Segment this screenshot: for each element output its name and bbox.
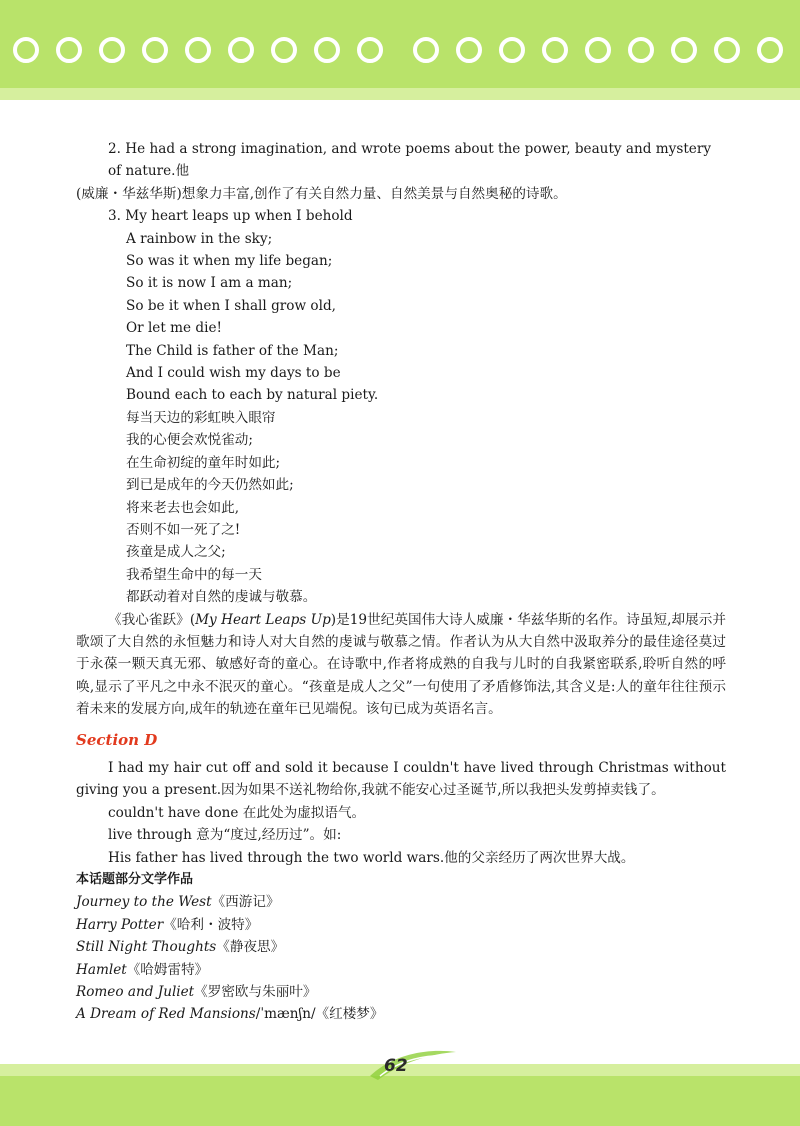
header-strip bbox=[0, 88, 800, 100]
work-title-en: Romeo and Juliet bbox=[76, 984, 195, 1001]
section-d-paragraph: I had my hair cut off and sold it because I couldn't have lived through Christmas without giving you a present.因为如果不送礼物给你,我就不能安心过圣诞节,所以我把头发剪掉卖钱了。 bbox=[76, 759, 726, 799]
poem-line-en: Bound each to each by natural piety. bbox=[126, 387, 379, 404]
works-item bbox=[76, 959, 726, 981]
decorative-circle-icon bbox=[99, 37, 125, 63]
poem-line-en: So was it when my life began; bbox=[126, 253, 333, 270]
decorative-circle-icon bbox=[56, 37, 82, 63]
work-title-en: Harry Potter bbox=[76, 916, 164, 933]
poem-english bbox=[76, 228, 726, 407]
poem-line-cn: 在生命初绽的童年时如此; bbox=[126, 454, 281, 471]
decorative-circle-icon bbox=[271, 37, 297, 63]
work-title-cn: 《罗密欧与朱丽叶》 bbox=[194, 984, 317, 1001]
poem-line-cn: 将来老去也会如此, bbox=[126, 499, 240, 516]
poem-line-cn: 否则不如一死了之! bbox=[126, 521, 241, 538]
poem-line-cn: 每当天边的彩虹映入眼帘 bbox=[126, 409, 276, 426]
decorative-circle-icon bbox=[585, 37, 611, 63]
commentary-title: My Heart Leaps Up bbox=[195, 611, 331, 628]
work-title-cn: 《哈利・波特》 bbox=[163, 916, 259, 933]
decorative-circle-icon bbox=[142, 37, 168, 63]
section-d-note-2: live through 意为“度过,经历过”。如: bbox=[108, 827, 342, 844]
decorative-circle-icon bbox=[314, 37, 340, 63]
work-title-cn: 《哈姆雷特》 bbox=[126, 961, 209, 978]
works-item bbox=[76, 981, 726, 1003]
poem-line-en: Or let me die! bbox=[126, 320, 222, 337]
work-title-cn: 《静夜思》 bbox=[216, 939, 285, 956]
poem-line-cn: 到已是成年的今天仍然如此; bbox=[126, 477, 294, 494]
decorative-circle-icon bbox=[13, 37, 39, 63]
work-title-en: A Dream of Red Mansions bbox=[76, 1006, 256, 1023]
work-title-cn: 《西游记》 bbox=[211, 894, 280, 911]
section-d-title: Section D bbox=[76, 730, 158, 749]
works-item bbox=[76, 936, 726, 958]
work-title-en: Journey to the West bbox=[76, 894, 212, 911]
decorative-circle-icon bbox=[499, 37, 525, 63]
works-item bbox=[76, 1003, 726, 1025]
work-title-en: Hamlet bbox=[76, 961, 127, 978]
note-item-2-translation: (威廉・华兹华斯)想象力丰富,创作了有关自然力量、自然美景与自然奥秘的诗歌。 bbox=[76, 185, 567, 202]
poem-line-en: And I could wish my days to be bbox=[126, 365, 341, 382]
poem-line-en: The Child is father of the Man; bbox=[126, 342, 339, 359]
note-item-2: 2. He had a strong imagination, and wrote poems about the power, beauty and mystery of nature.他 bbox=[108, 141, 712, 180]
decorative-circle-icon bbox=[542, 37, 568, 63]
poem-commentary bbox=[76, 609, 726, 721]
header-band bbox=[0, 0, 800, 100]
page-number: 62 bbox=[384, 1056, 408, 1076]
leaf-swoosh-icon bbox=[368, 1046, 458, 1082]
page-content bbox=[76, 138, 726, 1026]
poem-chinese bbox=[76, 407, 726, 609]
decorative-circle-icon bbox=[714, 37, 740, 63]
decorative-circle-icon bbox=[185, 37, 211, 63]
commentary-body: )是19世纪英国伟大诗人威廉・华兹华斯的名作。诗虽短,却展示并歌颂了大自然的永恒魅力和诗人对大自然的虔诚与敬慕之情。作者认为从大自然中汲取养分的最佳途径莫过于永葆一颗天真无邪、敏感好奇的童心。在诗歌中,作者将成熟的自我与儿时的自我紧密联系,聆听自然的呼唤,显示了平凡之中永不泯灭的童心。“孩童是成人之父”一句使用了矛盾修饰法,其含义是:人的童年往往预示着未来的发展方向,成年的轨迹在童年已见端倪。该句已成为英语名言。 bbox=[76, 611, 726, 718]
poem-line-cn: 都跃动着对自然的虔诚与敬慕。 bbox=[126, 589, 317, 606]
poem-line-en: A rainbow in the sky; bbox=[126, 230, 273, 247]
decorative-circle-icon bbox=[757, 37, 783, 63]
works-item bbox=[76, 914, 726, 936]
decorative-circle-icon bbox=[628, 37, 654, 63]
works-heading: 本话题部分文学作品 bbox=[76, 872, 194, 887]
work-title-en: Still Night Thoughts bbox=[76, 939, 217, 956]
work-title-cn: /ˈmænʃn/《红楼梦》 bbox=[255, 1006, 384, 1023]
decorative-circle-icon bbox=[671, 37, 697, 63]
poem-line-cn: 我希望生命中的每一天 bbox=[126, 566, 262, 583]
works-item bbox=[76, 891, 726, 913]
decorative-circle-icon bbox=[228, 37, 254, 63]
poem-line-en: So be it when I shall grow old, bbox=[126, 297, 336, 314]
commentary-prefix: 《我心雀跃》( bbox=[108, 611, 196, 628]
poem-line-cn: 我的心便会欢悦雀动; bbox=[126, 432, 253, 449]
decorative-circle-icon bbox=[456, 37, 482, 63]
poem-line-cn: 孩童是成人之父; bbox=[126, 544, 226, 561]
section-d-note-1: couldn't have done 在此处为虚拟语气。 bbox=[108, 804, 366, 821]
poem-line-en: So it is now I am a man; bbox=[126, 275, 293, 292]
decorative-circle-icon bbox=[413, 37, 439, 63]
decorative-circle-icon bbox=[357, 37, 383, 63]
works-list bbox=[76, 891, 726, 1025]
note-item-3: 3. My heart leaps up when I behold bbox=[108, 208, 353, 225]
section-d-example: His father has lived through the two world wars.他的父亲经历了两次世界大战。 bbox=[108, 849, 635, 866]
